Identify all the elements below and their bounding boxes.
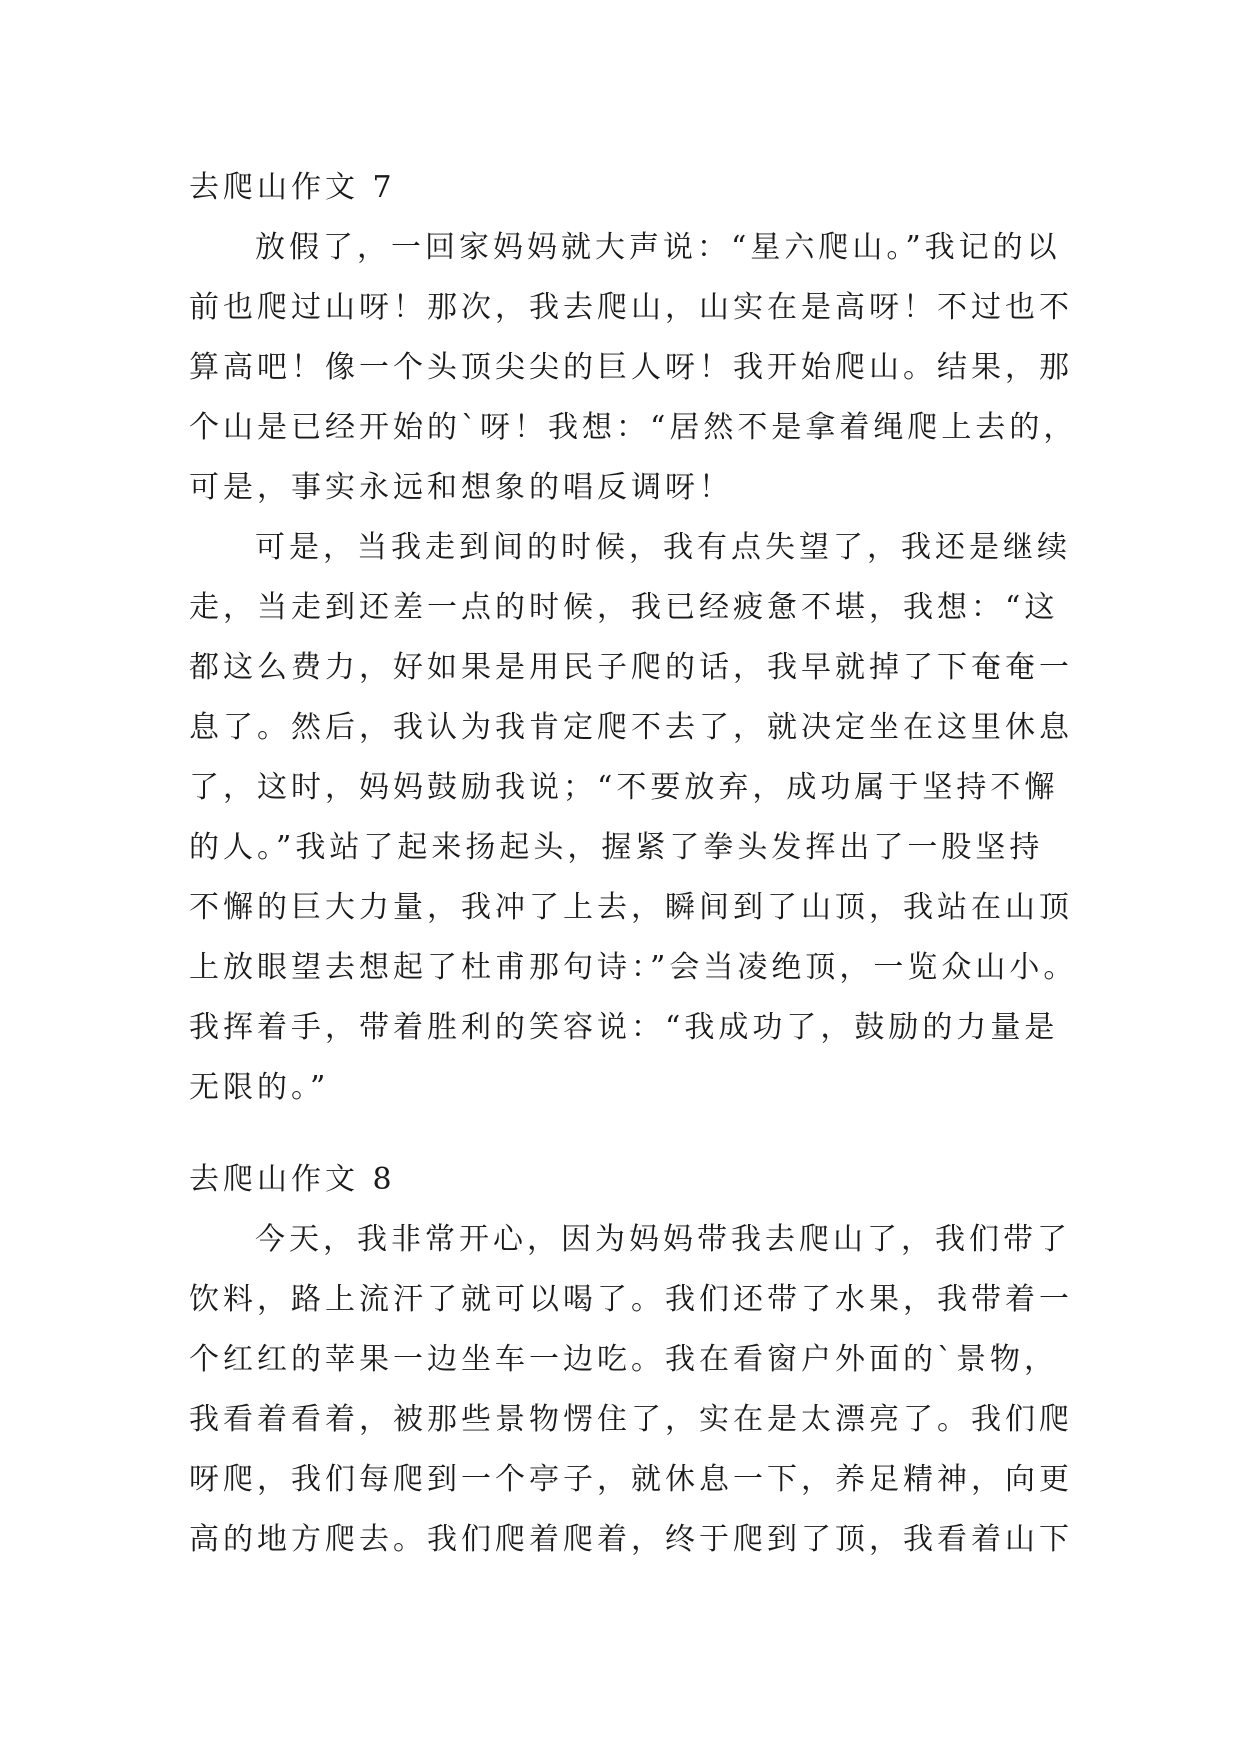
section-title: 去爬山作文 7: [189, 170, 396, 205]
text-line: 的人。”我站了起来扬起头，握紧了拳头发挥出了一股坚持: [189, 830, 1044, 865]
text-line: 放假了，一回家妈妈就大声说：“星六爬山。”我记的以: [255, 230, 1061, 265]
text-line: 上放眼望去想起了杜甫那句诗：”会当凌绝顶，一览众山小。: [189, 950, 1078, 985]
text-line: 可是，当我走到间的时候，我有点失望了，我还是继续: [255, 530, 1071, 565]
essay-section-8: [189, 1150, 1073, 1570]
text-line: 高的地方爬去。我们爬着爬着，终于爬到了顶，我看着山下: [189, 1522, 1073, 1557]
text-line: 息了。然后，我认为我肯定爬不去了，就决定坐在这里休息: [189, 710, 1073, 745]
text-line: 可是，事实永远和想象的唱反调呀！: [189, 470, 733, 505]
text-line: 我挥着手，带着胜利的笑容说：“我成功了，鼓励的力量是: [189, 1010, 1059, 1045]
paragraph: [189, 518, 1078, 1118]
text-line: 走，当走到还差一点的时候，我已经疲惫不堪，我想：“这: [189, 590, 1059, 625]
text-line: 无限的。”: [189, 1070, 330, 1105]
text-line: 个红红的苹果一边坐车一边吃。我在看窗户外面的`景物，: [189, 1342, 1058, 1377]
text-line: 不懈的巨大力量，我冲了上去，瞬间到了山顶，我站在山顶: [189, 890, 1073, 925]
text-line: 前也爬过山呀！那次，我去爬山，山实在是高呀！不过也不: [189, 290, 1073, 325]
text-line: 个山是已经开始的`呀！我想：“居然不是拿着绳爬上去的，: [189, 410, 1078, 445]
paragraph: [189, 218, 1078, 518]
text-line: 饮料，路上流汗了就可以喝了。我们还带了水果，我带着一: [189, 1282, 1073, 1317]
essay-section-7: [189, 158, 1078, 1118]
text-line: 都这么费力，好如果是用民子爬的话，我早就掉了下奄奄一: [189, 650, 1073, 685]
text-line: 呀爬，我们每爬到一个亭子，就休息一下，养足精神，向更: [189, 1462, 1073, 1497]
text-line: 今天，我非常开心，因为妈妈带我去爬山了，我们带了: [255, 1222, 1071, 1257]
section-title: 去爬山作文 8: [189, 1162, 396, 1197]
text-line: 了，这时，妈妈鼓励我说；“不要放弃，成功属于坚持不懈: [189, 770, 1059, 805]
text-line: 我看着看着，被那些景物愣住了，实在是太漂亮了。我们爬: [189, 1402, 1073, 1437]
paragraph: [189, 1210, 1073, 1570]
text-line: 算高吧！像一个头顶尖尖的巨人呀！我开始爬山。结果，那: [189, 350, 1073, 385]
